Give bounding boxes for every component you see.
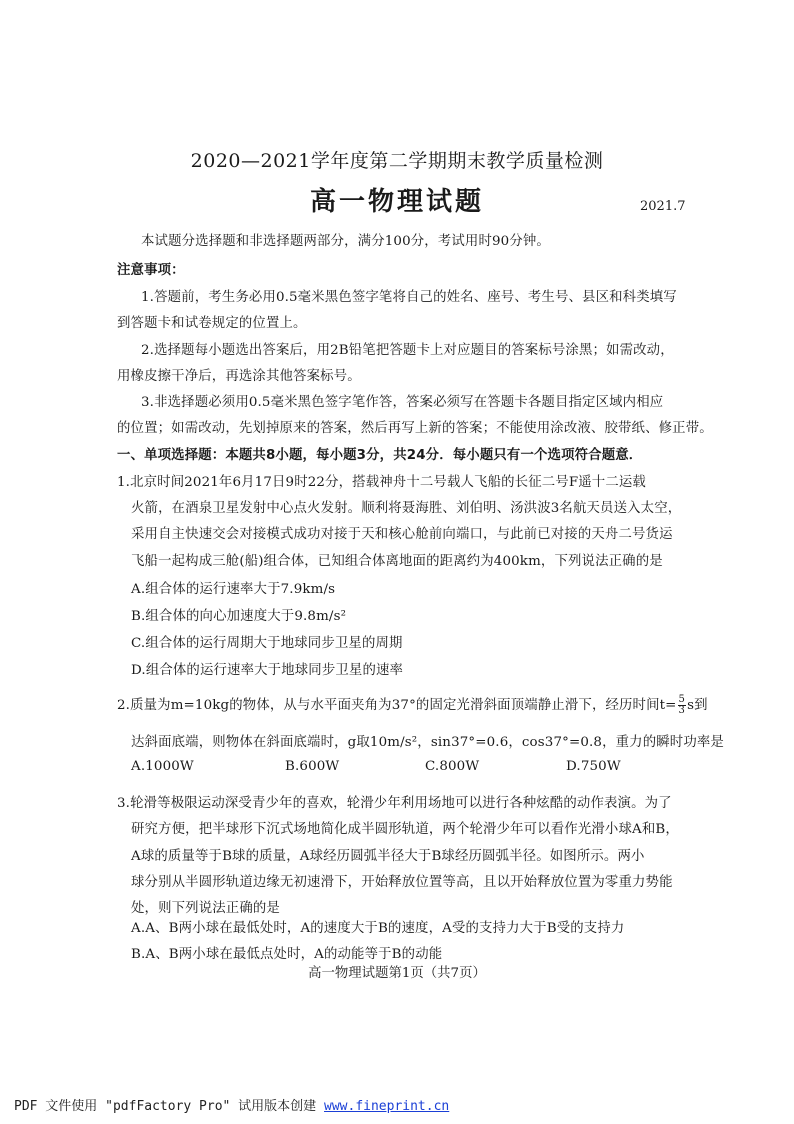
q2-fraction-denominator: 3 xyxy=(678,705,686,716)
notice-item-1-line2: 到答题卡和试卷规定的位置上。 xyxy=(117,316,307,331)
q2-fraction-numerator: 5 xyxy=(678,694,686,705)
q1-line3: 采用自主快速交会对接模式成功对接于天和核心舱前向端口，与此前已对接的天舟二号货运 xyxy=(131,527,673,542)
q2-line1-tail: s到 xyxy=(687,698,708,713)
q2-option-c: C.800W xyxy=(425,759,480,774)
q1-line1: 1.北京时间2021年6月17日9时22分，搭载神舟十二号载人飞船的长征二号F遥十二运载 xyxy=(117,475,646,490)
q3-line4: 球分别从半圆形轨道边缘无初速滑下，开始释放位置等高，且以开始释放位置为零重力势能 xyxy=(131,875,673,890)
q3-option-b: B.A、B两小球在最低点处时，A的动能等于B的动能 xyxy=(131,947,443,962)
notice-heading: 注意事项： xyxy=(117,263,185,278)
notice-item-2-line1: 2.选择题每小题选出答案后，用2B铅笔把答题卡上对应题目的答案标号涂黑；如需改动， xyxy=(141,343,674,358)
section-heading: 一、单项选择题：本题共8小题，每小题3分，共24分．每小题只有一个选项符合题意． xyxy=(117,448,643,463)
notice-item-3-line1: 3.非选择题必须用0.5毫米黑色签字笔作答，答案必须写在答题卡各题目指定区域内相应 xyxy=(141,395,664,410)
q3-line3: A球的质量等于B球的质量，A球经历圆弧半径大于B球经历圆弧半径。如图所示。两小 xyxy=(131,849,645,864)
q1-line2: 火箭，在酒泉卫星发射中心点火发射。顺利将聂海胜、刘伯明、汤洪波3名航天员送入太空， xyxy=(131,501,682,516)
page-footer: 高一物理试题第1页（共7页） xyxy=(308,966,486,981)
subject-title: 高一物理试题 xyxy=(309,187,484,217)
notice-item-2-line2: 用橡皮擦干净后，再选涂其他答案标号。 xyxy=(117,369,361,384)
q2-line1-text: 2.质量为m=10kg的物体，从与水平面夹角为37°的固定光滑斜面顶端静止滑下，经历时间t= xyxy=(117,698,677,713)
q3-line2: 研究方便，把半球形下沉式场地简化成半圆形轨道，两个轮滑少年可以看作光滑小球A和B， xyxy=(131,822,679,837)
q2-line2: 达斜面底端，则物体在斜面底端时，g取10m/s²，sin37°=0.6，cos37°=0.8，重力的瞬时功率是 xyxy=(131,735,724,750)
q2-line1 xyxy=(117,694,708,716)
q3-option-a: A.A、B两小球在最低处时，A的速度大于B的速度，A受的支持力大于B受的支持力 xyxy=(131,921,625,936)
q1-line4: 飞船一起构成三舱(船)组合体，已知组合体离地面的距离约为400km，下列说法正确的是 xyxy=(131,554,663,569)
q3-line5: 处，则下列说法正确的是 xyxy=(131,901,280,916)
q3-line1: 3.轮滑等极限运动深受青少年的喜欢，轮滑少年利用场地可以进行各种炫酷的动作表演。为了 xyxy=(117,796,672,811)
q1-option-a: A.组合体的运行速率大于7.9km/s xyxy=(131,582,336,597)
notice-item-3-line2: 的位置；如需改动，先划掉原来的答案，然后再写上新的答案；不能使用涂改液、胶带纸、修正带。 xyxy=(117,421,713,436)
pdf-creator-text: PDF 文件使用 "pdfFactory Pro" 试用版本创建 xyxy=(14,1099,325,1114)
q1-option-b: B.组合体的向心加速度大于9.8m/s² xyxy=(131,609,347,624)
q2-option-d: D.750W xyxy=(566,759,621,774)
q1-option-c: C.组合体的运行周期大于地球同步卫星的周期 xyxy=(131,636,403,651)
q2-option-a: A.1000W xyxy=(131,759,194,774)
q2-fraction xyxy=(678,695,687,716)
q1-option-d: D.组合体的运行速率大于地球同步卫星的速率 xyxy=(131,663,404,678)
exam-date: 2021.7 xyxy=(640,199,686,214)
exam-title: 2020—2021学年度第二学期期末教学质量检测 xyxy=(190,150,604,172)
notice-item-1-line1: 1.答题前，考生务必用0.5毫米黑色签字笔将自己的姓名、座号、考生号、县区和科类填写 xyxy=(141,290,677,305)
intro-text: 本试题分选择题和非选择题两部分，满分100分，考试用时90分钟。 xyxy=(141,234,550,249)
pdf-creator-notice xyxy=(14,1095,449,1114)
q2-option-b: B.600W xyxy=(285,759,340,774)
fineprint-link[interactable]: www.fineprint.cn xyxy=(324,1099,450,1114)
